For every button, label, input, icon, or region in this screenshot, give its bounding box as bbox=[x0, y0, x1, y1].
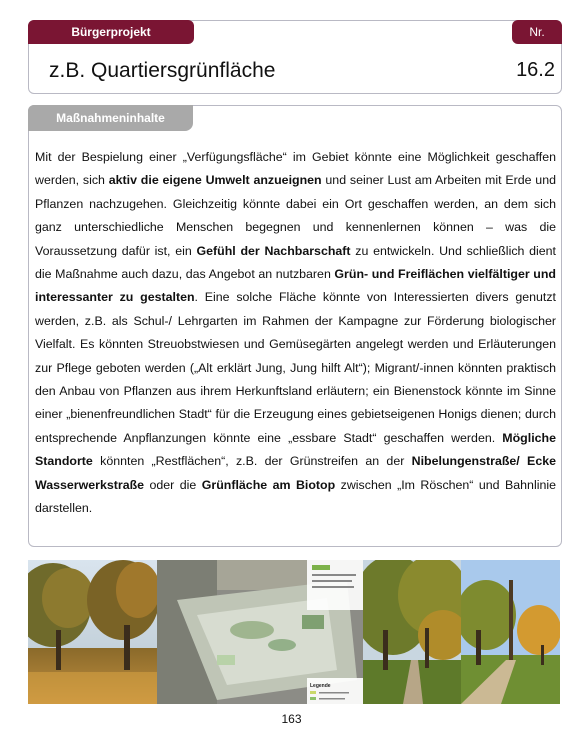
photo-trees-image bbox=[363, 560, 461, 704]
text-segment: zwischen „Im Röschen“ und Bahnlinie darstellen. bbox=[35, 477, 556, 516]
text-segment: und seiner Lust am Arbeiten mit Erde und Pflanzen nachzugehen. Gleichzeitig könnte dabei ein Ort geschaffen werden, an dem sich ganz unterschiedliche Menschen begegnen und kennenlernen können – was die Voraussetzung dafür ist, ein bbox=[35, 173, 556, 258]
project-number: 16.2 bbox=[516, 59, 555, 81]
project-tag: Bürgerprojekt bbox=[28, 20, 194, 44]
photo-park-path bbox=[461, 560, 560, 704]
bold-text-segment: Gefühl der Nachbarschaft bbox=[196, 243, 351, 258]
nr-tag: Nr. bbox=[512, 20, 562, 44]
photo-site-plan-map bbox=[157, 560, 363, 704]
header-card bbox=[28, 20, 562, 94]
content-card bbox=[28, 105, 562, 547]
text-segment: könnten „Restflächen“, z.B. der Grünstreifen an der bbox=[92, 454, 412, 469]
text-segment: Mit der Bespielung einer „Verfügungsfläche“ im Gebiet könnte eine Möglichkeit geschaffen werden, sich bbox=[35, 150, 556, 188]
bold-text-segment: Grün- und Freiflächen vielfältiger und interessanter zu gestalten bbox=[35, 267, 556, 305]
bold-text-segment: aktiv die eigene Umwelt anzueignen bbox=[108, 173, 322, 188]
page-number: 163 bbox=[281, 712, 302, 726]
bold-text-segment: Grünfläche am Biotop bbox=[201, 477, 336, 492]
text-segment: oder die bbox=[144, 477, 202, 492]
bold-text-segment: Mögliche Standorte bbox=[35, 430, 556, 469]
photo-trees bbox=[363, 560, 461, 704]
photo-strip bbox=[28, 560, 560, 704]
text-segment: zu entwickeln. Und schließlich dient die Maßnahme auch dazu, das Angebot an nutzbaren bbox=[35, 243, 556, 282]
page-title: z.B. Quartiersgrünfläche bbox=[49, 59, 276, 82]
section-tag: Maßnahmeninhalte bbox=[28, 105, 193, 131]
body-text bbox=[35, 146, 556, 521]
photo-autumn-park bbox=[28, 560, 157, 704]
text-segment: . Eine solche Fläche könnte von Interessierten divers genutzt werden, z.B. als Schul-/ Lehrgarten im Rahmen der Kampagne zur Förderung biologischer Vielfalt. Es könnten Streuobstwiesen und Gemüsegärten angelegt werden und Erläuterungen zur Pflege geboten werden („Alt erklärt Jung, Jung hilft Alt“); Migrant/-innen könnten praktisch den Anbau von Pflanzen aus ihrem Herkunftsland erläutern; ein Bienenstock könnte im Sinne einer „bienenfreundlichen Stadt“ für die Erzeugung eines gebietseigenen Honigs dienen; durch entsprechende Anpflanzungen könnte eine „essbare Stadt“ geschaffen werden. bbox=[35, 290, 556, 445]
photo-autumn-park-image bbox=[28, 560, 157, 704]
photo-park-path-image bbox=[461, 560, 560, 704]
site-plan-map-image bbox=[157, 560, 363, 704]
map-legend-title: Legende bbox=[310, 683, 331, 689]
bold-text-segment: Nibelungenstraße/ Ecke Wasserwerkstraße bbox=[35, 454, 556, 492]
